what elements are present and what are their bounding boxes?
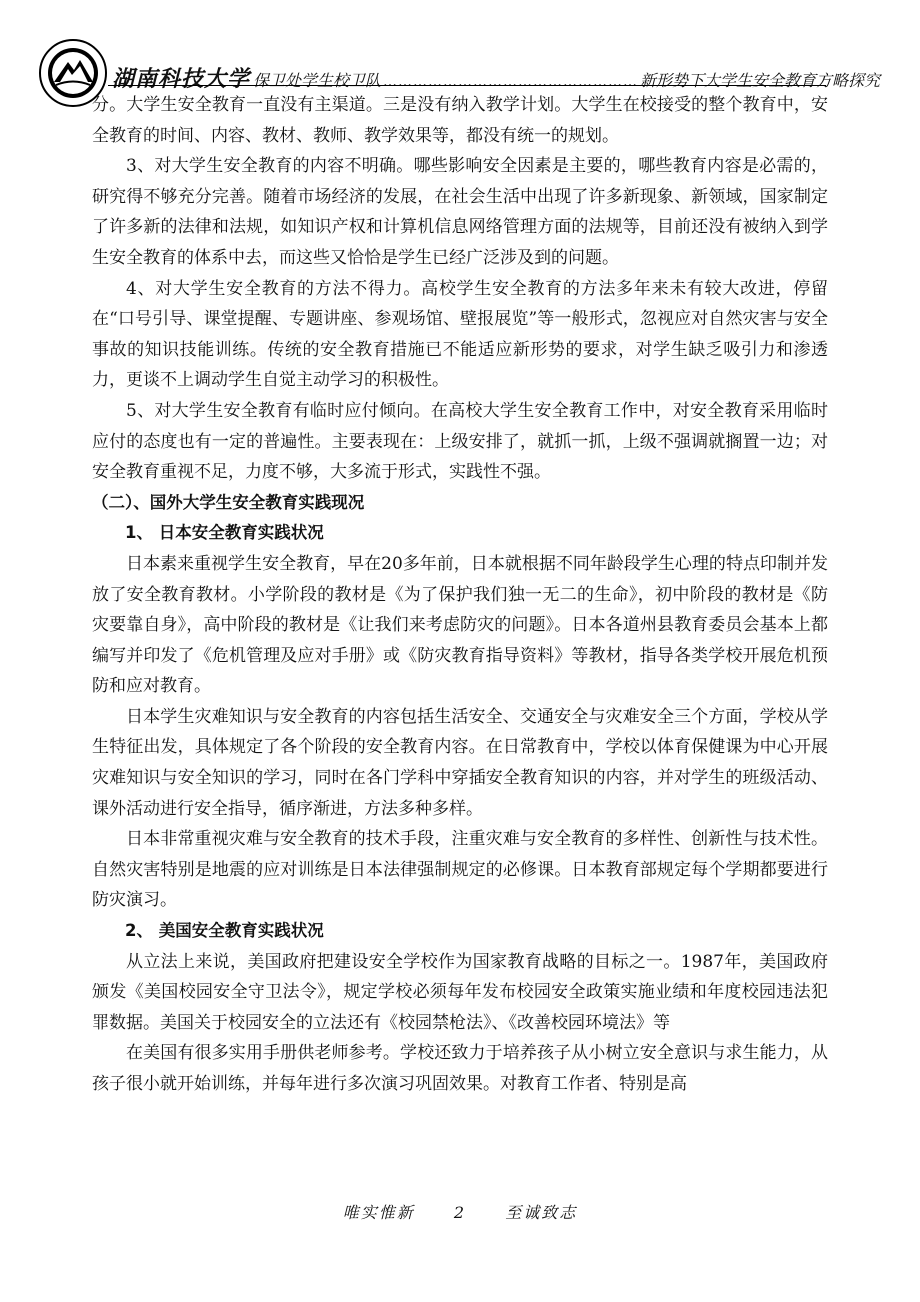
paragraph: 在美国有很多实用手册供老师参考。学校还致力于培养孩子从小树立安全意识与求生能力，从孩子很小就开始训练，并每年进行多次演习巩固效果。对教育工作者、特别是高 xyxy=(92,1043,828,1094)
paragraph: 日本素来重视学生安全教育，早在20多年前，日本就根据不同年龄段学生心理的特点印制并发放了安全教育教材。小学阶段的教材是《为了保护我们独一无二的生命》，初中阶段的教材是《防灾要靠自身》，高中阶段的教材是《让我们来考虑防灾的问题》。日本各道州县教育委员会基本上都编写并印发了《危机管理及应对手册》或《防灾教育指导资料》等教材，指导各类学校开展危机预防和应对教育。 xyxy=(92,553,828,697)
paragraph: 日本非常重视灾难与安全教育的技术手段，注重灾难与安全教育的多样性、创新性与技术性。自然灾害特别是地震的应对训练是日本法律强制规定的必修课。日本教育部规定每个学期都要进行防灾演习。 xyxy=(92,829,828,911)
header-divider xyxy=(108,85,826,86)
department-name: 保卫处学生校卫队 xyxy=(253,71,382,90)
paragraph: 日本学生灾难知识与安全教育的内容包括生活安全、交通安全与灾难安全三个方面，学校从学生特征出发，具体规定了各个阶段的安全教育内容。在日常教育中，学校以体育保健课为中心开展灾难知识与安全知识的学习，同时在各门学科中穿插安全教育知识的内容，并对学生的班级活动、课外活动进行安全指导，循序渐进，方法多种多样。 xyxy=(92,706,828,819)
page-footer xyxy=(0,1200,920,1223)
subsection-heading: 2、 美国安全教育实践状况 xyxy=(125,921,324,941)
paragraph: 5、对大学生安全教育有临时应付倾向。在高校大学生安全教育工作中，对安全教育采用临时应付的态度也有一定的普遍性。主要表现在：上级安排了，就抓一抓，上级不强调就搁置一边；对安全教育重视不足，力度不够，大多流于形式，实践性不强。 xyxy=(92,400,828,483)
page-number: 2 xyxy=(453,1203,467,1222)
footer-motto-right: 至诚致志 xyxy=(505,1203,578,1222)
paragraph: 4、对大学生安全教育的方法不得力。高校学生安全教育的方法多年来未有较大改进，停留在“口号引导、课堂提醒、专题讲座、参观场馆、壁报展览”等一般形式，忽视应对自然灾害与安全事故的知识技能训练。传统的安全教育措施已不能适应新形势的要求，对学生缺乏吸引力和渗透力，更谈不上调动学生自觉主动学习的积极性。 xyxy=(92,278,828,391)
paragraph: 3、对大学生安全教育的内容不明确。哪些影响安全因素是主要的，哪些教育内容是必需的，研究得不够充分完善。随着市场经济的发展，在社会生活中出现了许多新现象、新领域，国家制定了许多新的法律和法规，如知识产权和计算机信息网络管理方面的法规等，目前还没有被纳入到学生安全教育的体系中去，而这些又恰恰是学生已经广泛涉及到的问题。 xyxy=(92,156,828,268)
document-body xyxy=(92,90,828,1100)
school-name: 湖南科技大学 xyxy=(112,66,251,92)
document-subject: 新形势下大学生安全教育方略探究 xyxy=(640,71,881,90)
subsection-heading: 1、 日本安全教育实践状况 xyxy=(125,523,324,543)
paragraph: 分。大学生安全教育一直没有主渠道。三是没有纳入教学计划。大学生在校接受的整个教育中，安全教育的时间、内容、教材、教师、教学效果等，都没有统一的规划。 xyxy=(92,95,828,146)
section-heading: （二）、国外大学生安全教育实践现况 xyxy=(92,492,365,512)
paragraph: 从立法上来说，美国政府把建设安全学校作为国家教育战略的目标之一。1987年，美国政府颁发《美国校园安全守卫法令》，规定学校必须每年发布校园安全政策实施业绩和年度校园违法犯罪数据。美国关于校园安全的立法还有《校园禁枪法》、《改善校园环境法》等 xyxy=(92,951,828,1033)
header-leader-dots: …………………………………………… xyxy=(383,74,639,90)
footer-motto-left: 唯实惟新 xyxy=(342,1203,415,1222)
